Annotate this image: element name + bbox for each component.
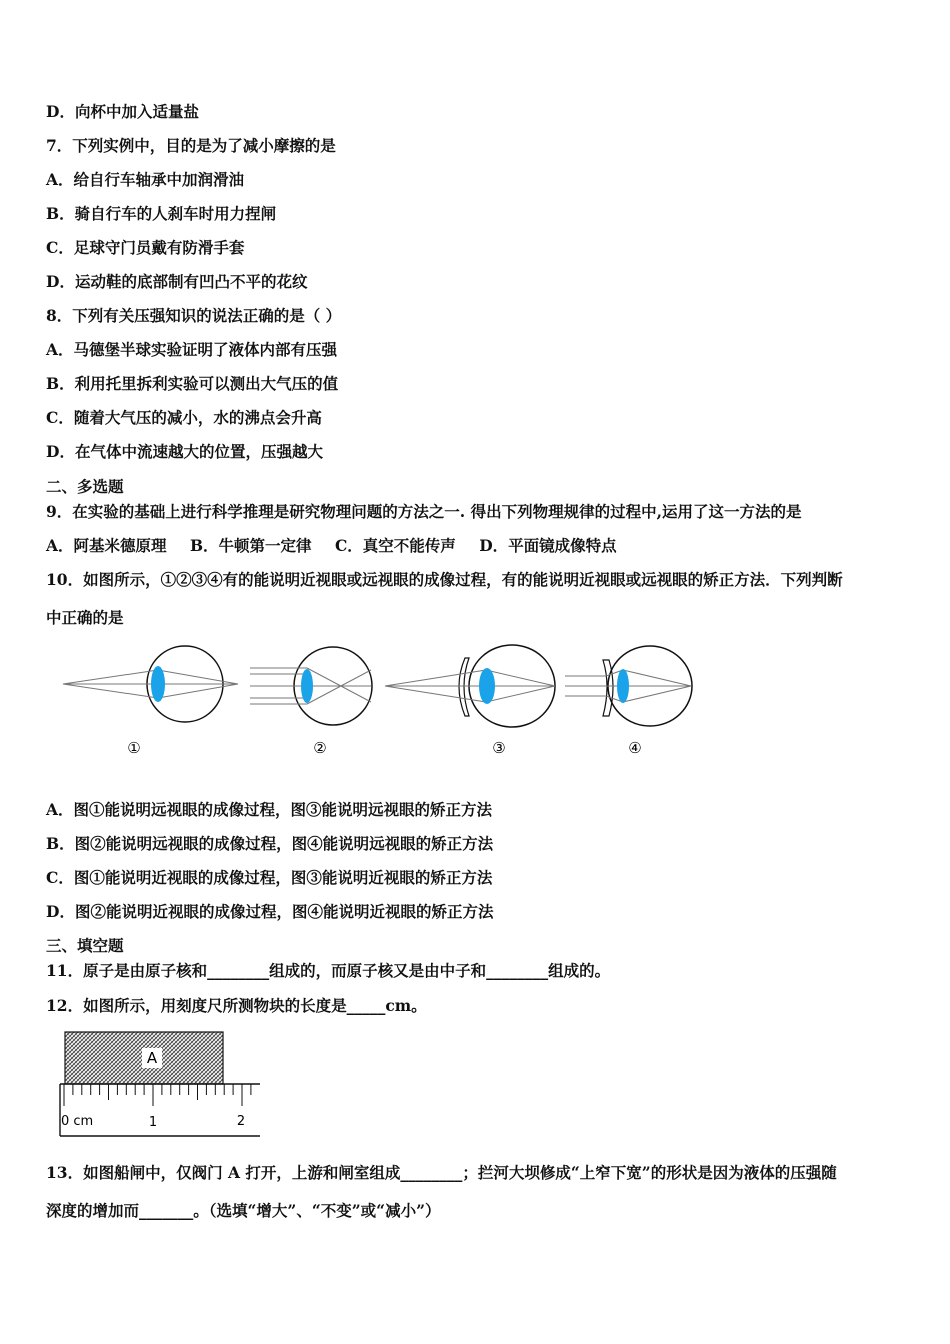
q10-option-a: A．图①能说明远视眼的成像过程，图③能说明远视眼的矫正方法: [46, 800, 493, 819]
question-11: 11．原子是由原子核和________组成的，而原子核又是由中子和________组成的。: [46, 961, 611, 980]
q10-option-d: D．图②能说明近视眼的成像过程，图④能说明近视眼的矫正方法: [46, 902, 494, 921]
question-12: 12．如图所示，用刻度尺所测物块的长度是_____cm。: [46, 996, 427, 1015]
tick-label-0: 0 cm: [61, 1114, 94, 1129]
q9-option-d: D．平面镜成像特点: [479, 536, 617, 555]
eye-label-4: ④: [628, 739, 642, 757]
question-13-line1: 13．如图船闸中，仅阀门 A 打开，上游和闸室组成________；拦河大坝修成“上窄下宽”的形状是因为液体的压强随: [46, 1163, 837, 1182]
question-10-line2: 中正确的是: [46, 608, 124, 627]
eye-diagram-1: [63, 646, 238, 722]
tick-label-2: 2: [236, 1114, 246, 1129]
section-fill-blank: 三、填空题: [46, 936, 124, 955]
block-label: A: [146, 1049, 158, 1067]
question-10-line1: 10．如图所示，①②③④有的能说明近视眼或远视眼的成像过程，有的能说明近视眼或远视眼的矫正方法．下列判断: [46, 570, 843, 589]
eye-label-3: ③: [492, 739, 506, 757]
eye-label-2: ②: [313, 739, 327, 757]
eye-diagrams-figure: [55, 640, 705, 770]
ruler-figure: [50, 1028, 270, 1143]
q9-option-b: B．牛顿第一定律: [189, 536, 312, 555]
eye-diagram-4: [565, 646, 692, 726]
q8-option-d: D．在气体中流速越大的位置，压强越大: [46, 442, 323, 461]
tick-label-1: 1: [148, 1115, 158, 1130]
q7-option-b: B．骑自行车的人刹车时用力捏闸: [46, 204, 277, 223]
q10-option-c: C．图①能说明近视眼的成像过程，图③能说明近视眼的矫正方法: [46, 868, 493, 887]
section-multi-choice: 二、多选题: [46, 477, 124, 496]
q6-option-d: D．向杯中加入适量盐: [46, 102, 199, 121]
q9-option-c: C．真空不能传声: [334, 536, 456, 555]
question-9: 9．在实验的基础上进行科学推理是研究物理问题的方法之一. 得出下列物理规律的过程中,运用了这一方法的是: [46, 502, 802, 521]
q10-option-b: B．图②能说明远视眼的成像过程，图④能说明远视眼的矫正方法: [46, 834, 494, 853]
q7-option-d: D．运动鞋的底部制有凹凸不平的花纹: [46, 272, 308, 291]
q8-option-a: A．马德堡半球实验证明了液体内部有压强: [46, 340, 338, 359]
q7-option-c: C．足球守门员戴有防滑手套: [46, 238, 245, 257]
q8-option-c: C．随着大气压的减小，水的沸点会升高: [46, 408, 322, 427]
question-7: 7．下列实例中，目的是为了减小摩擦的是: [46, 136, 336, 155]
q9-options: [46, 536, 635, 556]
eye-diagram-3: [385, 645, 555, 727]
q7-option-a: A．给自行车轴承中加润滑油: [46, 170, 245, 189]
question-8: 8．下列有关压强知识的说法正确的是（ ）: [46, 306, 342, 325]
q9-option-a: A．阿基米德原理: [46, 536, 167, 555]
question-13-line2: 深度的增加而_______。（选填“增大”、“不变”或“减小”）: [46, 1201, 441, 1220]
eye-diagram-2: [250, 647, 372, 725]
eye-label-1: ①: [127, 739, 141, 757]
q8-option-b: B．利用托里拆利实验可以测出大气压的值: [46, 374, 339, 393]
